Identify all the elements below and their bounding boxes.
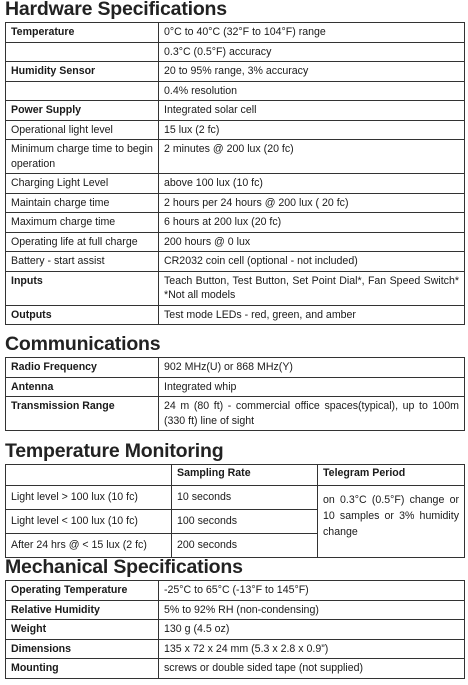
table-row — [6, 140, 465, 174]
table-row — [6, 252, 465, 272]
spec-value: Integrated solar cell — [159, 101, 465, 121]
spec-value: 0.3°C (0.5°F) accuracy — [159, 42, 465, 62]
table-header-row — [6, 465, 465, 486]
table-row — [6, 486, 465, 510]
temperature-monitoring-heading: Temperature Monitoring — [5, 440, 224, 462]
temperature-monitoring-table — [5, 464, 465, 558]
table-row — [6, 193, 465, 213]
spec-value: 6 hours at 200 lux (20 fc) — [159, 213, 465, 233]
spec-value: Integrated whip — [159, 377, 465, 397]
spec-label: Antenna — [6, 377, 159, 397]
spec-value: 902 MHz(U) or 868 MHz(Y) — [159, 358, 465, 378]
spec-value: 0°C to 40°C (32°F to 104°F) range — [159, 23, 465, 43]
spec-label: Maintain charge time — [6, 193, 159, 213]
spec-value: -25°C to 65°C (-13°F to 145°F) — [159, 581, 465, 601]
spec-label: Operating Temperature — [6, 581, 159, 601]
row-label: Light level > 100 lux (10 fc) — [6, 486, 172, 510]
spec-label: Operational light level — [6, 120, 159, 140]
spec-label: Temperature — [6, 23, 159, 43]
communications-table — [5, 357, 465, 431]
spec-value: 200 hours @ 0 lux — [159, 232, 465, 252]
spec-value: 15 lux (2 fc) — [159, 120, 465, 140]
table-row — [6, 23, 465, 43]
spec-value: 24 m (80 ft) - commercial office spaces(typical), up to 100m (330 ft) line of sight — [159, 397, 465, 431]
mechanical-specs-table — [5, 580, 465, 679]
spec-label: Minimum charge time to begin operation — [6, 140, 159, 174]
header-telegram-period: Telegram Period — [318, 465, 465, 486]
table-row — [6, 600, 465, 620]
table-row — [6, 101, 465, 121]
spec-label — [6, 81, 159, 101]
spec-label: Power Supply — [6, 101, 159, 121]
table-row — [6, 174, 465, 194]
hardware-specs-heading: Hardware Specifications — [5, 0, 227, 20]
spec-value: 135 x 72 x 24 mm (5.3 x 2.8 x 0.9”) — [159, 639, 465, 659]
spec-label — [6, 42, 159, 62]
spec-label: Weight — [6, 620, 159, 640]
spec-value: 130 g (4.5 oz) — [159, 620, 465, 640]
table-row — [6, 271, 465, 305]
spec-value: Test mode LEDs - red, green, and amber — [159, 305, 465, 325]
table-row — [6, 305, 465, 325]
spec-value: 2 minutes @ 200 lux (20 fc) — [159, 140, 465, 174]
table-row — [6, 42, 465, 62]
communications-heading: Communications — [5, 333, 161, 355]
spec-label: Outputs — [6, 305, 159, 325]
table-row — [6, 120, 465, 140]
spec-value: 2 hours per 24 hours @ 200 lux ( 20 fc) — [159, 193, 465, 213]
spec-value: 0.4% resolution — [159, 81, 465, 101]
sampling-rate-value: 100 seconds — [172, 510, 318, 534]
mechanical-specs-heading: Mechanical Specifications — [5, 556, 243, 578]
table-row — [6, 620, 465, 640]
spec-label: Maximum charge time — [6, 213, 159, 233]
header-blank — [6, 465, 172, 486]
spec-label: Dimensions — [6, 639, 159, 659]
table-row — [6, 581, 465, 601]
table-row — [6, 397, 465, 431]
telegram-period-value: on 0.3°C (0.5°F) change or 10 samples or 3% humidity change — [318, 486, 465, 558]
spec-value: 5% to 92% RH (non-condensing) — [159, 600, 465, 620]
spec-label: Humidity Sensor — [6, 62, 159, 82]
row-label: Light level < 100 lux (10 fc) — [6, 510, 172, 534]
spec-value: Teach Button, Test Button, Set Point Dial*, Fan Speed Switch* *Not all models — [159, 271, 465, 305]
sampling-rate-value: 10 seconds — [172, 486, 318, 510]
table-row — [6, 358, 465, 378]
header-sampling-rate: Sampling Rate — [172, 465, 318, 486]
spec-label: Radio Frequency — [6, 358, 159, 378]
table-row — [6, 377, 465, 397]
spec-label: Charging Light Level — [6, 174, 159, 194]
row-label: After 24 hrs @ < 15 lux (2 fc) — [6, 534, 172, 558]
spec-label: Operating life at full charge — [6, 232, 159, 252]
table-row — [6, 62, 465, 82]
spec-label: Mounting — [6, 659, 159, 679]
table-row — [6, 81, 465, 101]
spec-label: Transmission Range — [6, 397, 159, 431]
table-row — [6, 232, 465, 252]
spec-label: Battery - start assist — [6, 252, 159, 272]
spec-label: Relative Humidity — [6, 600, 159, 620]
spec-value: CR2032 coin cell (optional - not included) — [159, 252, 465, 272]
hardware-specs-table — [5, 22, 465, 325]
sampling-rate-value: 200 seconds — [172, 534, 318, 558]
spec-value: screws or double sided tape (not supplied) — [159, 659, 465, 679]
table-row — [6, 659, 465, 679]
spec-label: Inputs — [6, 271, 159, 305]
spec-value: 20 to 95% range, 3% accuracy — [159, 62, 465, 82]
table-row — [6, 213, 465, 233]
table-row — [6, 639, 465, 659]
spec-value: above 100 lux (10 fc) — [159, 174, 465, 194]
